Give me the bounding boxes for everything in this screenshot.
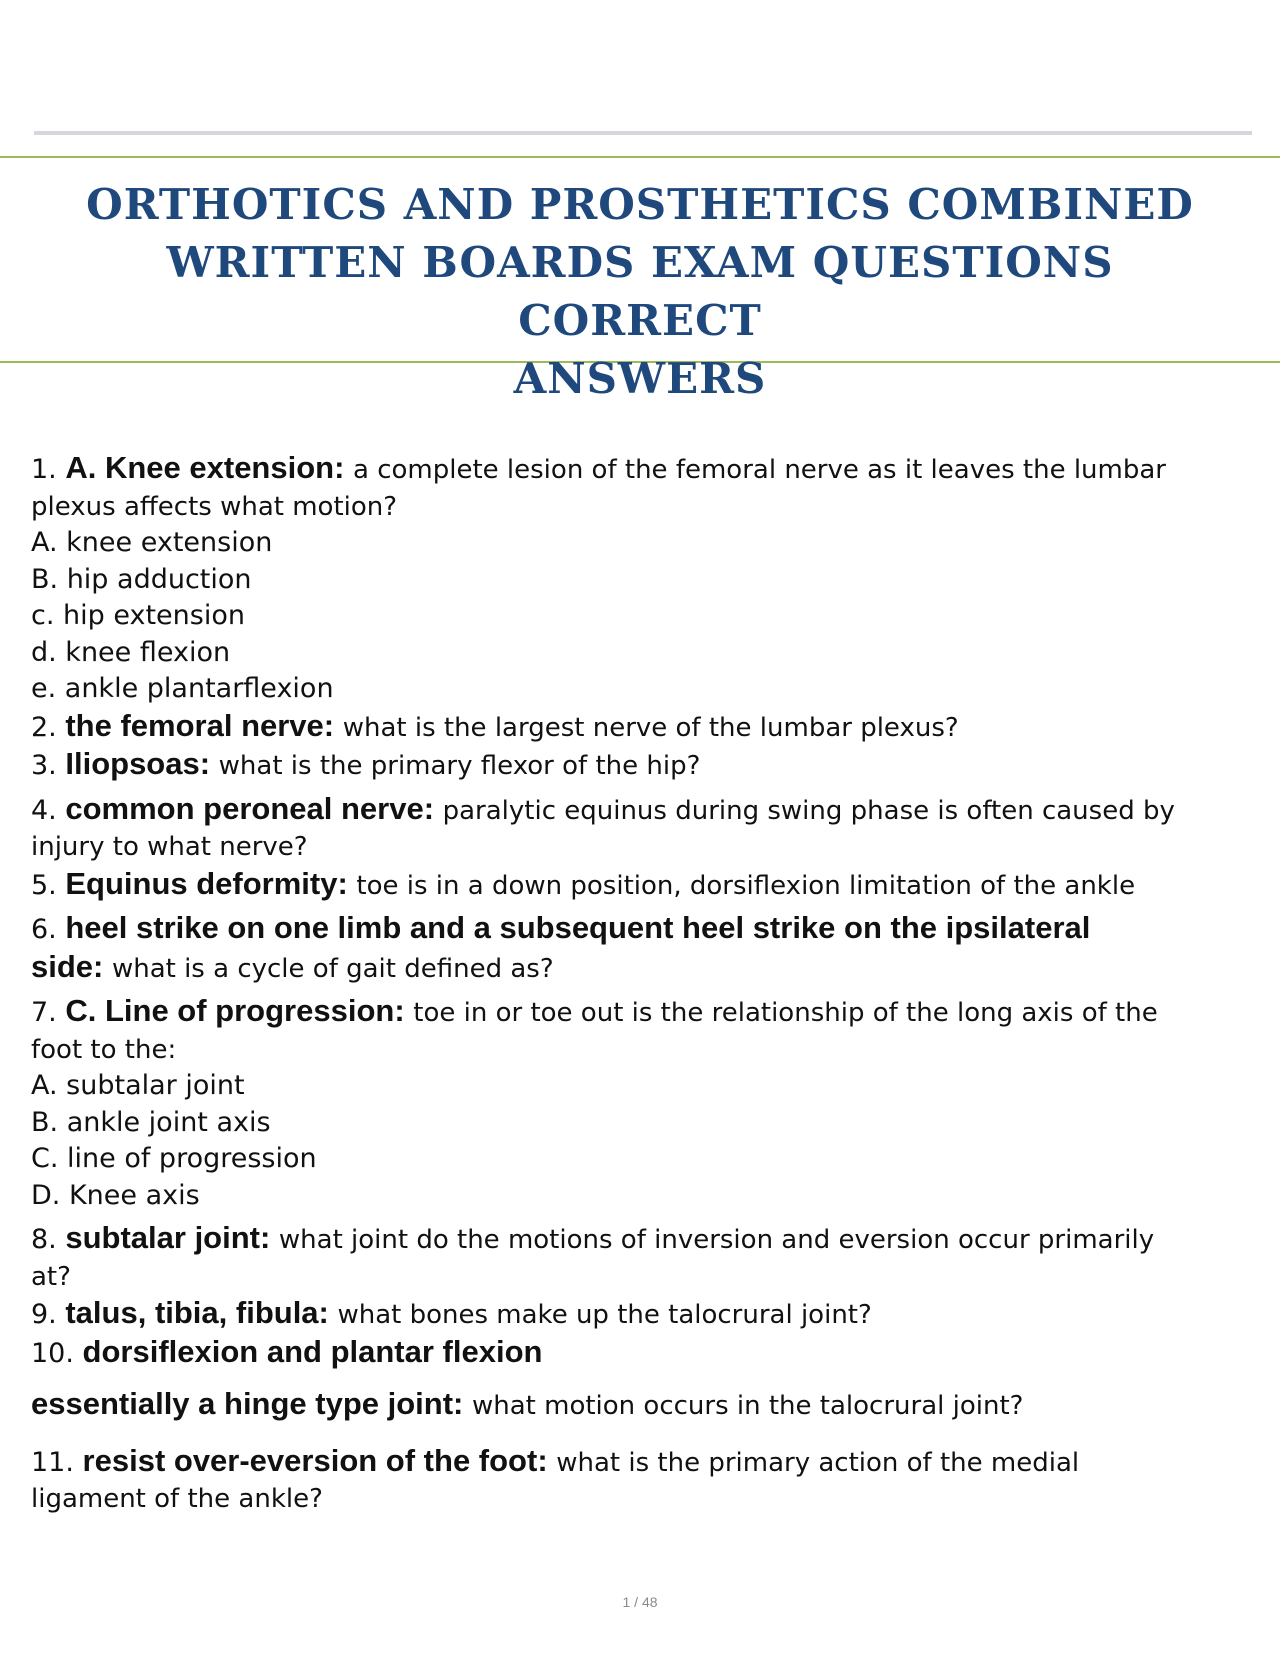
item-number: 9. <box>31 1299 57 1330</box>
answer-text-cont: side: <box>31 948 104 984</box>
question-text: what joint do the motions of inversion and eversion occur primarily <box>278 1225 1155 1255</box>
answer-text: the femoral nerve: <box>65 707 335 743</box>
title-line-3: ANSWERS <box>513 354 767 403</box>
question-text: what motion occurs in the talocrural joint? <box>471 1391 1024 1421</box>
answer-text: subtalar joint: <box>65 1220 271 1255</box>
qa-item-11 <box>31 1443 1253 1518</box>
question-text-cont: ligament of the ankle? <box>31 1484 323 1514</box>
title-line-2: WRITTEN BOARDS EXAM QUESTIONS CORRECT <box>166 238 1114 345</box>
item-number: 2. <box>31 711 57 743</box>
item-number: 8. <box>31 1224 57 1255</box>
title-block <box>0 156 1280 403</box>
question-text: what is the primary flexor of the hip? <box>218 751 701 781</box>
item-number: 10. <box>31 1337 74 1369</box>
question-text-cont: at? <box>31 1261 71 1292</box>
option-b: B. hip adduction <box>31 563 252 595</box>
qa-item-5 <box>31 866 1253 905</box>
answer-text: A. Knee extension: <box>65 450 345 485</box>
question-text: paralytic equinus during swing phase is often caused by <box>442 795 1175 826</box>
qa-item-8 <box>31 1220 1253 1295</box>
question-text-cont: injury to what nerve? <box>31 832 308 862</box>
answer-text: Iliopsoas: <box>65 746 211 781</box>
answer-text: dorsiflexion and plantar flexion <box>82 1333 543 1369</box>
item-number: 11. <box>31 1446 74 1478</box>
qa-item-10 <box>31 1334 1253 1425</box>
qa-item-4 <box>31 791 1253 866</box>
answer-text: talus, tibia, fibula: <box>65 1295 329 1330</box>
qa-item-7 <box>31 993 1253 1214</box>
question-text: toe in or toe out is the relationship of the long axis of the <box>413 998 1158 1028</box>
answer-text: heel strike on one limb and a subsequent heel strike on the ipsilateral <box>65 910 1091 945</box>
option-a: A. knee extension <box>31 527 273 558</box>
option-e: e. ankle plantarflexion <box>31 673 334 704</box>
answer-text-cont: essentially a hinge type joint: <box>31 1386 464 1421</box>
answer-text: common peroneal nerve: <box>65 790 435 826</box>
question-text: a complete lesion of the femoral nerve as it leaves the lumbar <box>353 455 1166 485</box>
qa-item-6 <box>31 910 1253 987</box>
option-d: D. Knee axis <box>31 1179 200 1211</box>
item-number: 6. <box>31 914 57 945</box>
option-c: C. line of progression <box>31 1143 317 1174</box>
option-a: A. subtalar joint <box>31 1070 245 1101</box>
question-text: what is the largest nerve of the lumbar plexus? <box>342 712 959 743</box>
answer-text: Equinus deformity: <box>65 865 348 901</box>
question-text: what is the primary action of the medial <box>556 1447 1080 1478</box>
answer-text: C. Line of progression: <box>65 993 405 1028</box>
answer-text: resist over-eversion of the foot: <box>82 1442 548 1478</box>
question-text-cont: plexus affects what motion? <box>31 491 398 522</box>
item-number: 7. <box>31 997 57 1028</box>
question-text: what bones make up the talocrural joint? <box>337 1300 872 1330</box>
item-number: 1. <box>31 454 57 485</box>
title-line-1: ORTHOTICS AND PROSTHETICS COMBINED <box>86 180 1194 229</box>
page-number: 1 / 48 <box>622 1594 658 1610</box>
qa-item-1 <box>31 450 1253 708</box>
question-text-cont: foot to the: <box>31 1034 177 1065</box>
item-number: 5. <box>31 869 57 901</box>
qa-item-9 <box>31 1295 1253 1334</box>
qa-item-3 <box>31 746 1253 785</box>
option-b: B. ankle joint axis <box>31 1106 271 1138</box>
question-text: what is a cycle of gait defined as? <box>111 953 554 984</box>
top-divider <box>34 131 1252 135</box>
page-title <box>40 176 1240 408</box>
item-number: 3. <box>31 750 57 781</box>
option-c: c. hip extension <box>31 600 245 631</box>
option-d: d. knee flexion <box>31 636 231 668</box>
item-number: 4. <box>31 794 57 826</box>
question-text: toe is in a down position, dorsiflexion limitation of the ankle <box>356 870 1136 901</box>
qa-item-2 <box>31 708 1253 747</box>
qa-list <box>31 450 1253 1518</box>
